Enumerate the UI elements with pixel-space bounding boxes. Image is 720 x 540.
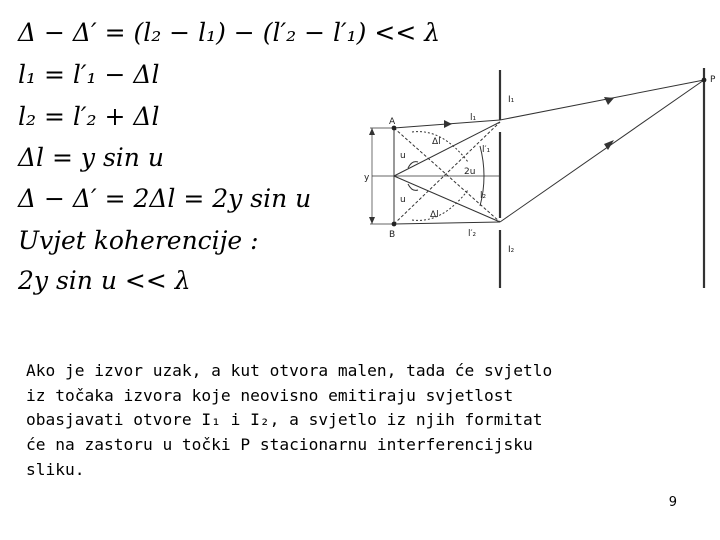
- paragraph-line: iz točaka izvora koje neovisno emitiraju svjetlost: [26, 385, 514, 405]
- equation-path-result: Δ − Δ′ = 2Δl = 2y sin u: [18, 184, 312, 213]
- equation-coherence: 2y sin u << λ: [18, 266, 191, 295]
- label-2u: 2u: [464, 167, 476, 177]
- interference-diagram: [352, 62, 720, 292]
- label-delta-l-bottom: Δl: [430, 210, 439, 220]
- source-point-b: [392, 222, 397, 227]
- label-l1: l₁: [470, 113, 477, 123]
- label-l2: l₂: [480, 191, 487, 201]
- label-u-bottom: u: [400, 195, 406, 205]
- paragraph-line: obasjavati otvore I₁ i I₂, a svjetlo iz njih formitat: [26, 410, 543, 430]
- ray-i1-p: [500, 80, 704, 120]
- label-delta-l-top: Δl: [432, 137, 441, 147]
- label-i2: I₂: [508, 245, 515, 255]
- angle-arc-bottom: [408, 184, 418, 190]
- delta-l-arc-bottom: [412, 190, 468, 220]
- label-l2-prime: l′₂: [468, 229, 477, 239]
- label-i1: I₁: [508, 95, 515, 105]
- coherence-condition-label: Uvjet koherencije :: [18, 226, 259, 255]
- label-y: y: [364, 173, 370, 183]
- screen-point-p: [702, 78, 707, 83]
- explanation-paragraph: [26, 359, 670, 483]
- label-b: B: [389, 230, 396, 240]
- equation-path-difference: Δ − Δ′ = (l₂ − l₁) − (l′₂ − l′₁) << λ: [18, 18, 441, 47]
- label-p: P: [710, 75, 716, 85]
- paragraph-line: sliku.: [26, 459, 85, 479]
- page-number: 9: [668, 495, 677, 510]
- label-l1-prime: l′₁: [482, 145, 491, 155]
- equation-l2: l₂ = l′₂ + Δl: [18, 102, 160, 131]
- paragraph-line: Ako je izvor uzak, a kut otvora malen, tada će svjetlo: [26, 361, 553, 380]
- equation-l1: l₁ = l′₁ − Δl: [18, 60, 160, 89]
- paragraph-line: će na zastoru u točki P stacionarnu interferencijsku: [26, 435, 533, 455]
- label-u-top: u: [400, 151, 406, 161]
- label-a: A: [389, 117, 396, 127]
- equation-delta-l: Δl = y sin u: [18, 143, 164, 172]
- ray-b-i2: [394, 222, 500, 224]
- ray-i2-p: [500, 80, 704, 222]
